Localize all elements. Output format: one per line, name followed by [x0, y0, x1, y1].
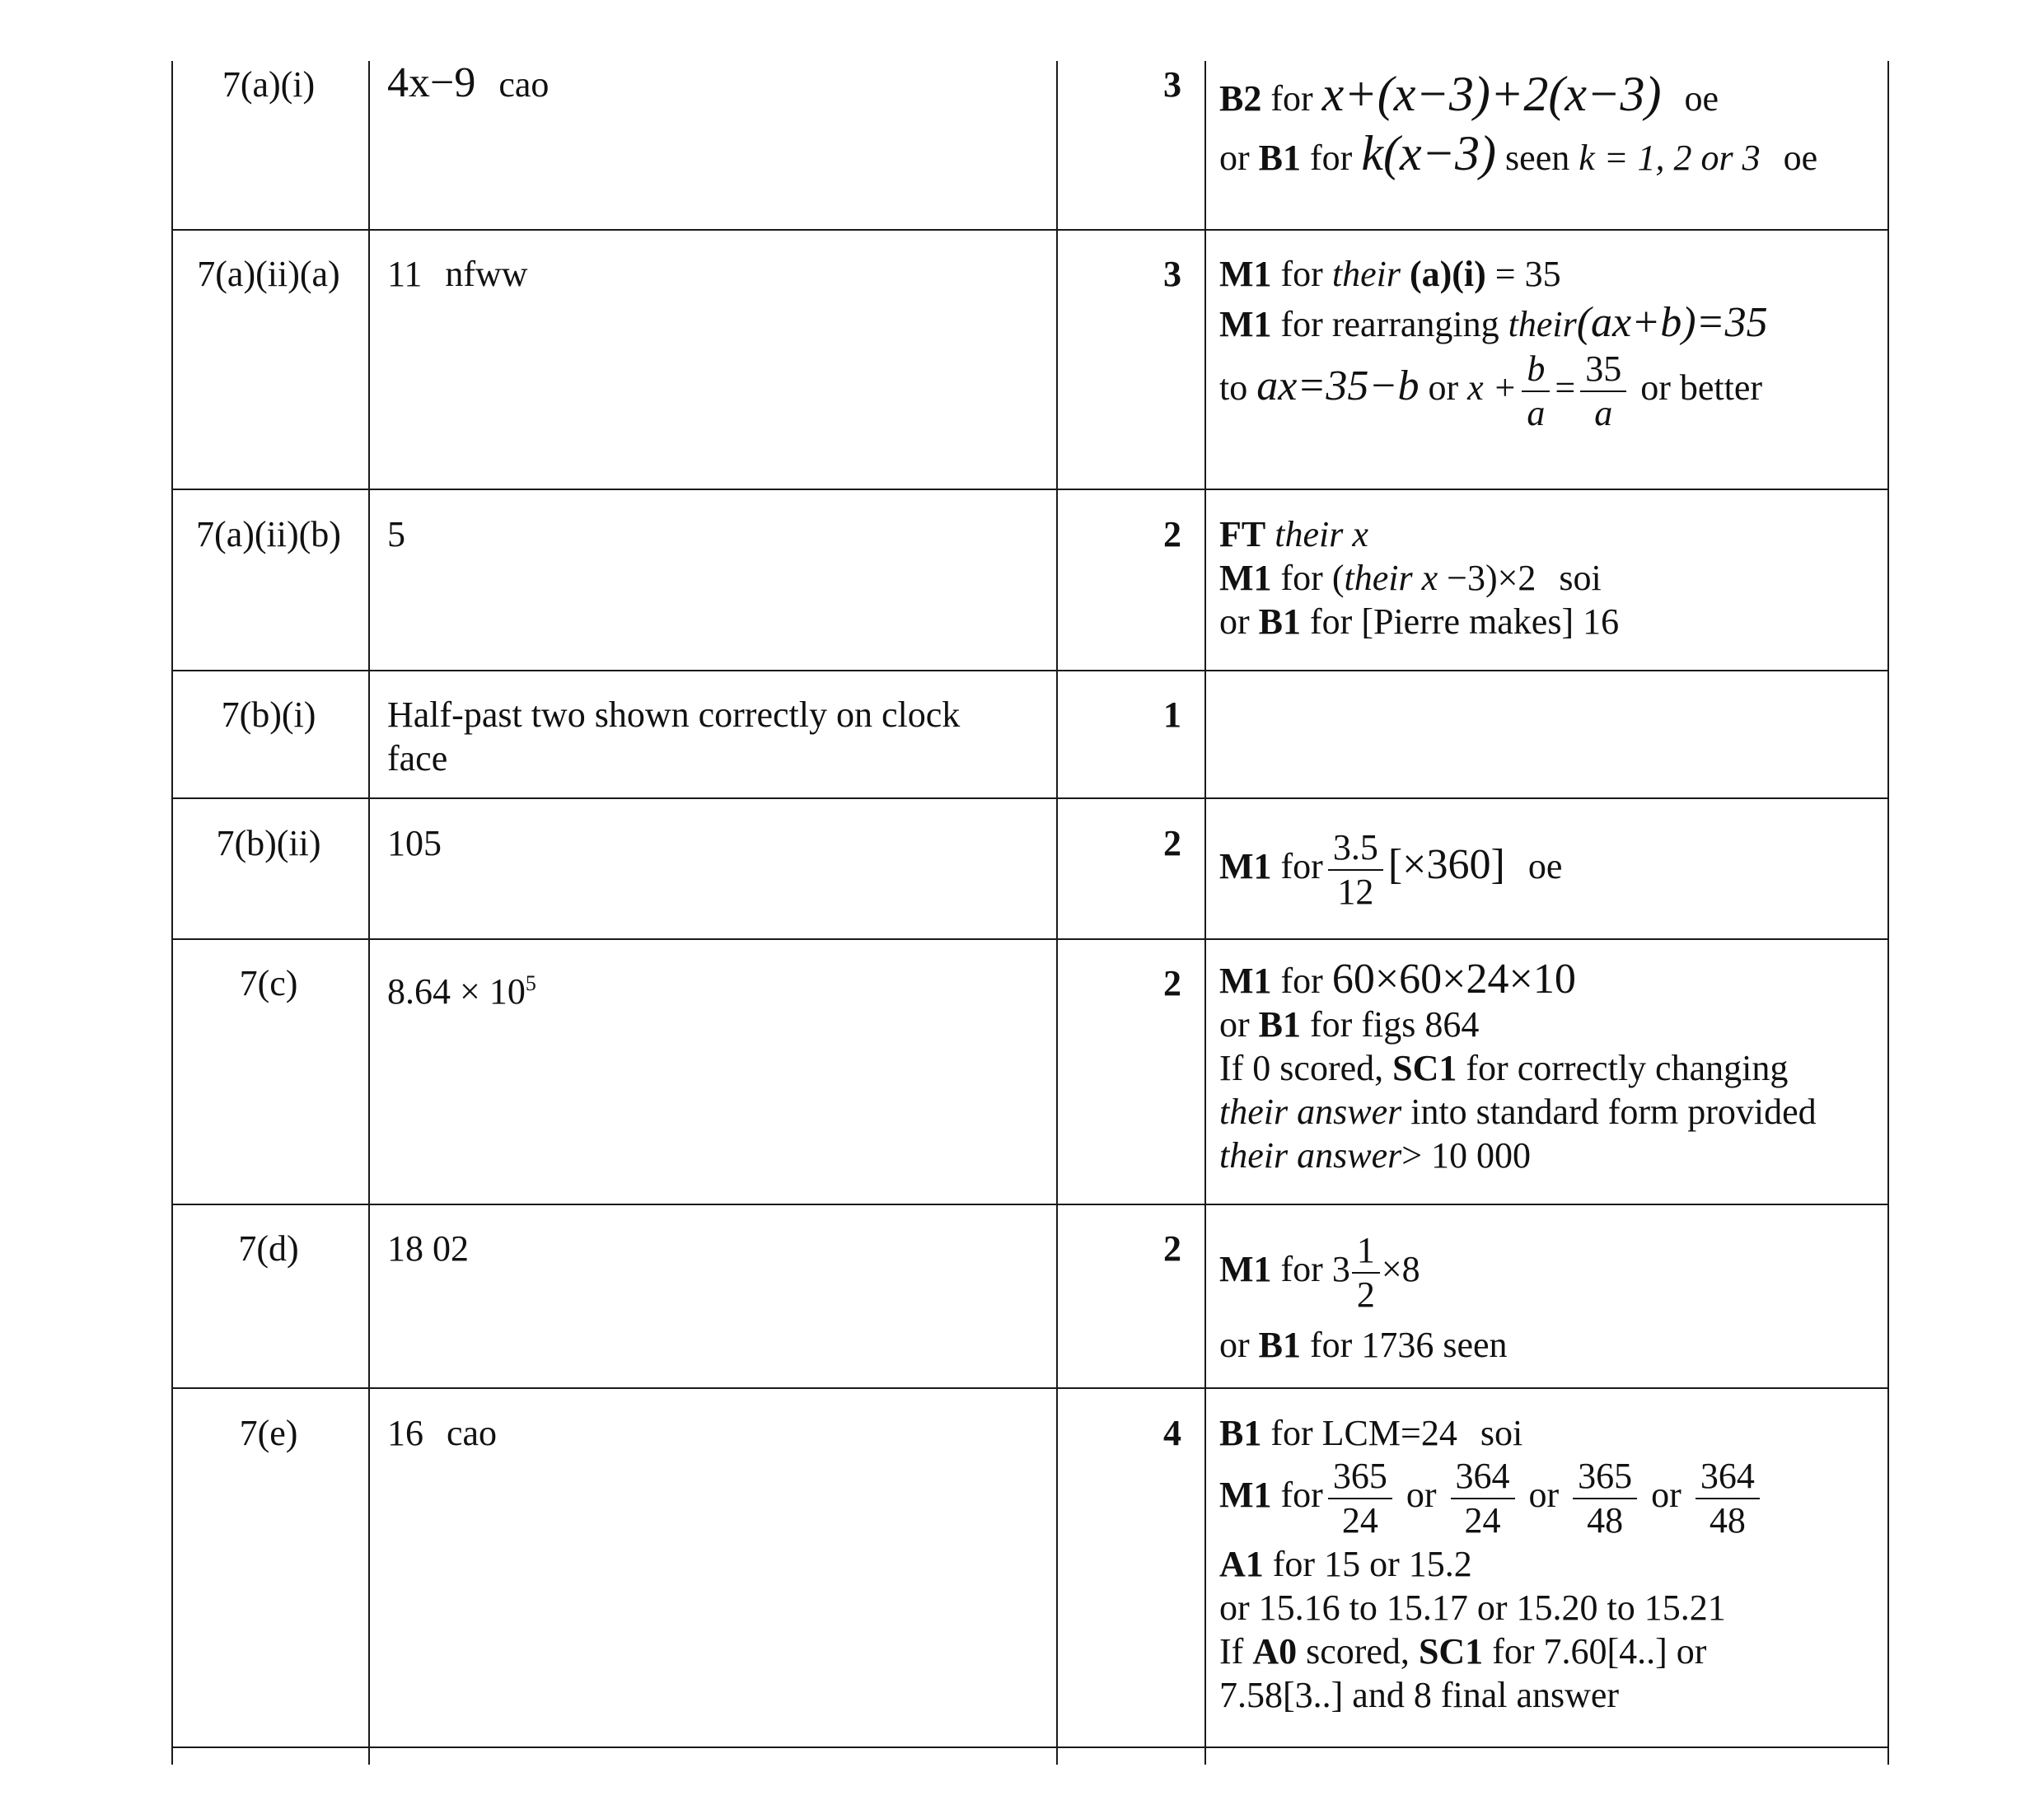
guidance-text: for 1736 seen	[1310, 1325, 1508, 1365]
guidance-text: for	[1280, 254, 1323, 294]
guidance-text: or	[1406, 1475, 1437, 1516]
answer-expression: 4x−9	[387, 59, 476, 106]
guidance-text: If	[1219, 1631, 1244, 1672]
fraction-numerator: 365	[1328, 1455, 1392, 1499]
math-expression: k = 1, 2 or 3	[1579, 138, 1761, 178]
answer-value: 8.64 × 10	[387, 971, 526, 1012]
guidance-text: scored,	[1306, 1631, 1410, 1672]
marks: 1	[1163, 694, 1181, 735]
answer-value: 16	[387, 1413, 423, 1453]
answer-text: face	[387, 738, 448, 779]
guidance-line	[1219, 1542, 1765, 1586]
fraction-denominator: a	[1527, 393, 1546, 433]
math-expression: k(x−3)	[1361, 126, 1497, 180]
guidance-cell	[1219, 252, 1768, 435]
guidance-line	[1219, 348, 1768, 435]
answer-cell	[387, 1411, 497, 1455]
fraction-denominator: 48	[1587, 1500, 1624, 1541]
fraction	[1328, 1455, 1392, 1542]
guidance-line	[1219, 1411, 1765, 1455]
fraction-denominator: a	[1594, 393, 1613, 433]
mark-code: SC1	[1418, 1631, 1484, 1672]
fraction-denominator: 2	[1356, 1274, 1375, 1315]
answer-note: cao	[498, 64, 550, 105]
guidance-line	[1219, 1229, 1508, 1316]
mark-code: M1	[1219, 846, 1272, 887]
row-divider	[171, 670, 1889, 671]
math-expression: =	[1555, 367, 1576, 409]
math-expression: (ax+b)=35	[1576, 299, 1768, 346]
fraction-numerator: 3.5	[1328, 826, 1383, 871]
guidance-text: for correctly changing	[1466, 1048, 1789, 1088]
fraction	[1573, 1455, 1637, 1542]
marks: 2	[1163, 963, 1181, 1003]
guidance-line: or 15.16 to 15.17 or 15.20 to 15.21	[1219, 1588, 1726, 1628]
row-divider	[171, 1747, 1889, 1748]
fraction	[1352, 1229, 1380, 1316]
fraction	[1696, 1455, 1760, 1542]
guidance-text: or	[1651, 1475, 1682, 1516]
marks: 2	[1163, 1228, 1181, 1269]
guidance-line	[1219, 301, 1768, 346]
answer-exponent: 5	[525, 971, 536, 995]
guidance-text: their	[1508, 304, 1577, 344]
guidance-text: their x	[1344, 558, 1438, 598]
fraction-numerator: 1	[1352, 1229, 1380, 1274]
answer-value: 11	[387, 254, 423, 294]
math-expression: 60×60×24×10	[1331, 956, 1576, 1003]
guidance-line	[1219, 556, 1619, 600]
marks: 3	[1163, 64, 1181, 105]
guidance-line	[1219, 512, 1619, 556]
guidance-cell	[1219, 512, 1619, 643]
mark-code: FT	[1219, 514, 1266, 554]
guidance-cell	[1219, 1229, 1508, 1367]
row-divider	[171, 1204, 1889, 1205]
mark-code: B1	[1258, 1004, 1302, 1045]
fraction-denominator: 24	[1464, 1500, 1501, 1541]
guidance-text: soi	[1559, 558, 1602, 598]
fraction	[1522, 348, 1550, 435]
guidance-text: for LCM=24	[1270, 1413, 1457, 1453]
mark-code: B1	[1258, 1325, 1302, 1365]
guidance-text: for 15 or 15.2	[1272, 1544, 1472, 1584]
answer-cell	[387, 61, 549, 106]
mark-code: M1	[1219, 1249, 1272, 1290]
row-divider	[171, 797, 1889, 799]
guidance-text: for [Pierre makes] 16	[1310, 601, 1620, 642]
guidance-line	[1219, 1630, 1765, 1673]
row-divider	[171, 229, 1889, 231]
marks: 2	[1163, 823, 1181, 863]
guidance-text: for 7.60[4..] or	[1492, 1631, 1707, 1672]
math-expression: ×8	[1381, 1249, 1420, 1290]
mark-code: M1	[1219, 1475, 1272, 1516]
column-divider-guidance	[1204, 61, 1206, 1765]
table-right-border	[1887, 61, 1889, 1765]
fraction	[1328, 826, 1383, 914]
answer-cell	[387, 961, 536, 1013]
answer-value: 18 02	[387, 1228, 469, 1269]
mark-code: M1	[1219, 558, 1272, 598]
guidance-text: for	[1270, 78, 1313, 119]
fraction	[1451, 1455, 1515, 1542]
mark-code: SC1	[1392, 1048, 1457, 1088]
fraction-denominator: 48	[1709, 1500, 1746, 1541]
guidance-line	[1219, 1323, 1508, 1367]
guidance-text: for	[1280, 961, 1323, 1001]
guidance-text: for 3	[1280, 1249, 1350, 1290]
mark-code: B1	[1219, 1413, 1262, 1453]
guidance-line: 7.58[3..] and 8 final answer	[1219, 1675, 1620, 1715]
mark-code: B1	[1258, 138, 1302, 178]
mark-code: M1	[1219, 254, 1272, 294]
guidance-line	[1219, 67, 1817, 121]
mark-code: B1	[1258, 601, 1302, 642]
mark-code: B2	[1219, 78, 1262, 119]
guidance-text: to	[1219, 367, 1248, 409]
guidance-text: oe	[1684, 78, 1719, 119]
fraction-numerator: 364	[1451, 1455, 1515, 1499]
row-divider	[171, 489, 1889, 490]
column-divider-answer	[368, 61, 370, 1765]
guidance-line	[1219, 252, 1768, 296]
question-number: 7(a)(ii)(b)	[196, 514, 341, 554]
guidance-text: or	[1428, 367, 1459, 409]
fraction-denominator: 12	[1337, 872, 1374, 912]
fraction	[1580, 348, 1626, 435]
guidance-text: oe	[1783, 138, 1818, 178]
marks: 2	[1163, 514, 1181, 554]
guidance-text: into standard form provided	[1410, 1092, 1817, 1132]
column-divider-marks	[1056, 61, 1058, 1765]
guidance-cell	[1219, 957, 1817, 1177]
answer-value: 5	[387, 514, 405, 554]
mark-code: M1	[1219, 961, 1272, 1001]
marks: 4	[1163, 1413, 1181, 1453]
guidance-line	[1219, 126, 1818, 180]
guidance-text: or	[1219, 1004, 1250, 1045]
question-number: 7(a)(ii)(a)	[197, 254, 340, 294]
guidance-text: = 35	[1494, 254, 1561, 294]
guidance-line	[1219, 1090, 1817, 1134]
question-number: 7(b)(i)	[221, 694, 316, 735]
guidance-text: their answer	[1219, 1135, 1402, 1176]
question-number: 7(a)(i)	[222, 64, 316, 105]
math-expression: ax=35−b	[1256, 362, 1420, 410]
guidance-cell	[1219, 1411, 1765, 1717]
question-number: 7(c)	[239, 963, 298, 1003]
guidance-line	[1219, 1134, 1817, 1177]
guidance-text: If 0 scored,	[1219, 1048, 1384, 1088]
math-expression: x +	[1467, 367, 1518, 409]
guidance-text: or	[1219, 1325, 1250, 1365]
guidance-line	[1219, 600, 1619, 643]
guidance-text: soi	[1480, 1413, 1523, 1453]
guidance-text: or	[1528, 1475, 1560, 1516]
answer-cell	[387, 693, 960, 780]
mark-code: M1	[1219, 304, 1272, 344]
question-number: 7(d)	[238, 1228, 299, 1269]
fraction-numerator: 364	[1696, 1455, 1760, 1499]
guidance-text: their	[1331, 254, 1401, 294]
table-left-border	[171, 61, 173, 1765]
guidance-text: their x	[1275, 514, 1368, 554]
fraction-denominator: 24	[1341, 1500, 1378, 1541]
math-expression: x+(x−3)+2(x−3)	[1321, 67, 1662, 121]
guidance-text: or	[1219, 601, 1250, 642]
row-divider	[171, 938, 1889, 940]
question-number: 7(e)	[239, 1413, 298, 1453]
guidance-text: or better	[1640, 367, 1763, 409]
guidance-line	[1219, 957, 1817, 1003]
guidance-line	[1219, 1003, 1817, 1046]
math-expression: −3)×2	[1447, 558, 1537, 598]
guidance-text: or	[1219, 138, 1250, 178]
guidance-text: for rearranging	[1280, 304, 1499, 344]
answer-text: Half-past two shown correctly on clock	[387, 694, 961, 735]
fraction-numerator: b	[1522, 348, 1550, 392]
answer-value: 105	[387, 823, 442, 863]
fraction-numerator: 365	[1573, 1455, 1637, 1499]
guidance-text: for	[1280, 1475, 1323, 1516]
guidance-line	[1219, 826, 1562, 914]
marks: 3	[1163, 254, 1181, 294]
math-expression: [×360]	[1387, 841, 1505, 889]
answer-note: nfww	[445, 254, 528, 294]
part-reference: (a)(i)	[1409, 254, 1486, 294]
guidance-line	[1219, 1046, 1817, 1090]
mark-code: A0	[1252, 1631, 1298, 1672]
fraction-numerator: 35	[1580, 348, 1626, 392]
guidance-text: for (	[1280, 558, 1345, 598]
guidance-text: seen	[1505, 138, 1570, 178]
row-divider	[171, 1387, 1889, 1389]
mark-code: A1	[1219, 1544, 1264, 1584]
guidance-text: for	[1310, 138, 1353, 178]
guidance-text: for	[1280, 846, 1323, 887]
guidance-line	[1219, 1455, 1765, 1542]
guidance-text: their answer	[1219, 1092, 1402, 1132]
guidance-text: for figs 864	[1310, 1004, 1480, 1045]
answer-cell	[387, 252, 528, 296]
answer-note: cao	[447, 1413, 498, 1453]
guidance-text: oe	[1527, 846, 1563, 887]
guidance-cell	[1219, 67, 1818, 180]
question-number: 7(b)(ii)	[216, 823, 321, 863]
guidance-text: > 10 000	[1401, 1135, 1532, 1176]
guidance-cell	[1219, 826, 1562, 914]
